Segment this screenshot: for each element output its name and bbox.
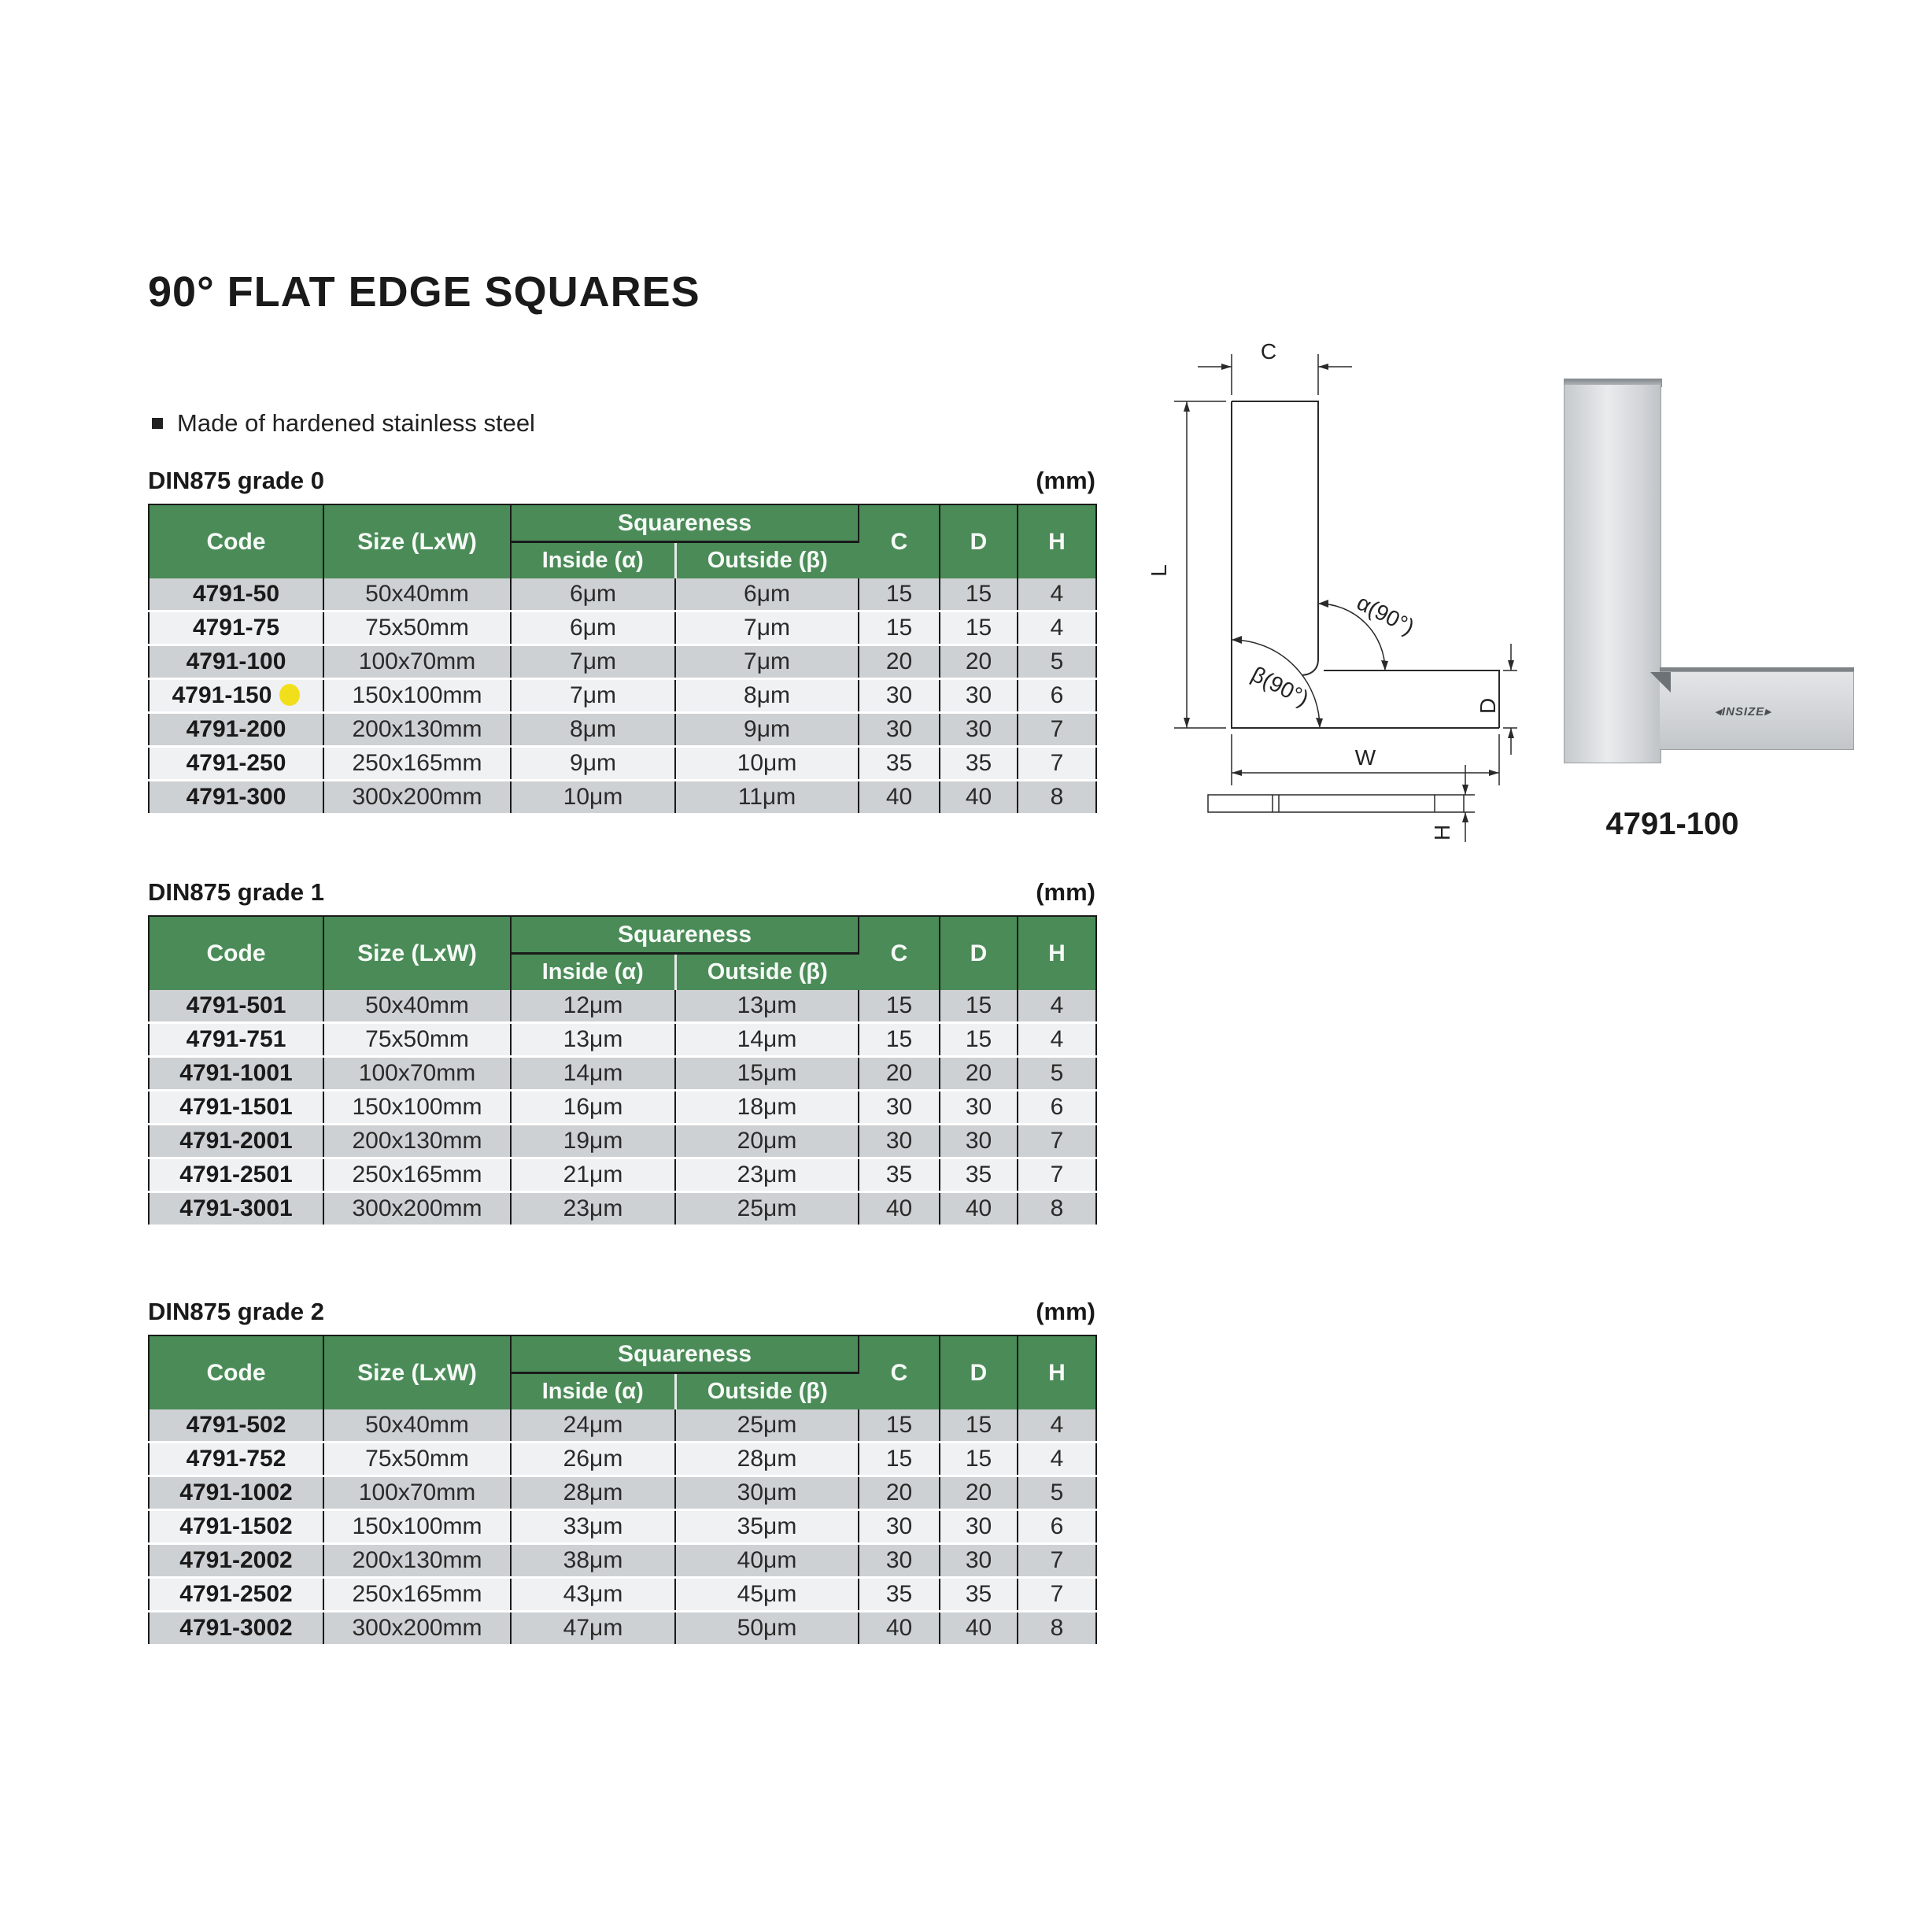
cell-c: 30 [859, 679, 940, 713]
spec-table-grade1 [148, 915, 1097, 1227]
grade-label: DIN875 grade 0 [148, 467, 324, 494]
header-h: H [1018, 1335, 1096, 1409]
cell-inside: 33μm [511, 1510, 675, 1544]
grade-label: DIN875 grade 2 [148, 1298, 324, 1325]
cell-d: 30 [940, 679, 1018, 713]
table-row [149, 679, 1096, 713]
product-code: 4791-300 [186, 784, 286, 810]
cell-d: 35 [940, 1578, 1018, 1612]
header-outside: Outside (β) [675, 1373, 859, 1410]
dim-label-l: L [1147, 564, 1171, 577]
cell-outside: 7μm [675, 611, 859, 645]
cell-size: 250x165mm [323, 1578, 511, 1612]
cell-d: 30 [940, 1091, 1018, 1125]
dim-label-w: W [1354, 745, 1376, 770]
cell-c: 20 [859, 645, 940, 679]
inner-corner-notch [1650, 672, 1671, 693]
cell-code [149, 1612, 323, 1646]
cell-outside: 8μm [675, 679, 859, 713]
header-size: Size (LxW) [323, 504, 511, 578]
dimension-arrows [1184, 364, 1514, 822]
header-outside: Outside (β) [675, 954, 859, 991]
product-code: 4791-100 [186, 648, 286, 674]
cell-size: 100x70mm [323, 645, 511, 679]
cell-inside: 24μm [511, 1409, 675, 1443]
product-code-label: 4791-100 [1605, 807, 1739, 841]
dim-label-h: H [1430, 824, 1454, 840]
cell-c: 35 [859, 747, 940, 781]
cell-code [149, 1091, 323, 1125]
cell-outside: 25μm [675, 1192, 859, 1226]
cell-outside: 10μm [675, 747, 859, 781]
cell-d: 30 [940, 713, 1018, 747]
cell-c: 15 [859, 611, 940, 645]
table-row [149, 1192, 1096, 1226]
spec-table-grade2 [148, 1335, 1097, 1646]
product-code: 4791-1501 [179, 1094, 293, 1120]
cell-h: 6 [1018, 1091, 1096, 1125]
cell-code [149, 1125, 323, 1158]
insize-logo: ◂INSIZE▸ [1715, 705, 1771, 718]
cell-c: 30 [859, 1510, 940, 1544]
cell-d: 15 [940, 1443, 1018, 1476]
page-title: 90° FLAT EDGE SQUARES [148, 268, 700, 316]
bullet-icon [152, 418, 163, 429]
table-row [149, 1057, 1096, 1091]
cell-c: 20 [859, 1057, 940, 1091]
product-code: 4791-1502 [179, 1513, 293, 1539]
cell-code [149, 645, 323, 679]
cell-code [149, 1023, 323, 1057]
cell-code [149, 1510, 323, 1544]
cell-d: 20 [940, 1476, 1018, 1510]
header-h: H [1018, 916, 1096, 990]
table-row [149, 1091, 1096, 1125]
cell-h: 5 [1018, 1476, 1096, 1510]
cell-code [149, 1476, 323, 1510]
cell-code [149, 578, 323, 611]
product-code: 4791-3001 [179, 1195, 293, 1221]
cell-d: 40 [940, 781, 1018, 815]
cell-code [149, 781, 323, 815]
spec-table-grade0 [148, 504, 1097, 815]
header-inside: Inside (α) [511, 542, 675, 579]
cell-size: 300x200mm [323, 1192, 511, 1226]
cell-size: 75x50mm [323, 611, 511, 645]
cell-code [149, 679, 323, 713]
cell-d: 30 [940, 1510, 1018, 1544]
cell-h: 8 [1018, 1612, 1096, 1646]
header-d: D [940, 916, 1018, 990]
cell-inside: 23μm [511, 1192, 675, 1226]
cell-code [149, 1057, 323, 1091]
cell-h: 6 [1018, 679, 1096, 713]
cell-c: 35 [859, 1578, 940, 1612]
product-code: 4791-200 [186, 716, 286, 742]
cell-h: 7 [1018, 1544, 1096, 1578]
cell-outside: 7μm [675, 645, 859, 679]
product-photo [1535, 346, 1897, 866]
cell-h: 4 [1018, 1023, 1096, 1057]
grade-heading-1 [148, 878, 1095, 907]
cell-size: 250x165mm [323, 1158, 511, 1192]
cell-size: 300x200mm [323, 1612, 511, 1646]
cell-h: 8 [1018, 1192, 1096, 1226]
cell-outside: 40μm [675, 1544, 859, 1578]
cell-outside: 15μm [675, 1057, 859, 1091]
cell-d: 35 [940, 1158, 1018, 1192]
table-row [149, 747, 1096, 781]
unit-label: (mm) [1036, 1298, 1095, 1325]
dim-label-alpha: α(90°) [1353, 589, 1419, 640]
table-row [149, 1510, 1096, 1544]
header-c: C [859, 504, 940, 578]
cell-c: 15 [859, 990, 940, 1023]
cell-size: 250x165mm [323, 747, 511, 781]
cell-c: 15 [859, 578, 940, 611]
square-blade [1564, 385, 1661, 763]
cell-code [149, 1578, 323, 1612]
cell-outside: 30μm [675, 1476, 859, 1510]
header-code: Code [149, 1335, 323, 1409]
cell-size: 150x100mm [323, 679, 511, 713]
table-row [149, 781, 1096, 815]
cell-outside: 20μm [675, 1125, 859, 1158]
cell-h: 4 [1018, 578, 1096, 611]
cell-inside: 8μm [511, 713, 675, 747]
table-row [149, 1443, 1096, 1476]
product-code: 4791-250 [186, 750, 286, 776]
table-row [149, 1158, 1096, 1192]
feature-bullet [152, 409, 535, 438]
cell-h: 6 [1018, 1510, 1096, 1544]
header-code: Code [149, 504, 323, 578]
cell-d: 20 [940, 1057, 1018, 1091]
table-row [149, 1023, 1096, 1057]
cell-c: 20 [859, 1476, 940, 1510]
cell-c: 40 [859, 781, 940, 815]
cell-h: 7 [1018, 1578, 1096, 1612]
header-code: Code [149, 916, 323, 990]
cell-d: 35 [940, 747, 1018, 781]
header-h: H [1018, 504, 1096, 578]
header-c: C [859, 1335, 940, 1409]
cell-code [149, 1544, 323, 1578]
cell-outside: 35μm [675, 1510, 859, 1544]
product-code: 4791-752 [186, 1446, 286, 1472]
header-d: D [940, 504, 1018, 578]
cell-h: 4 [1018, 1443, 1096, 1476]
cell-h: 8 [1018, 781, 1096, 815]
cell-outside: 6μm [675, 578, 859, 611]
product-code: 4791-75 [192, 615, 280, 641]
cell-size: 200x130mm [323, 1125, 511, 1158]
cell-d: 15 [940, 611, 1018, 645]
cell-size: 150x100mm [323, 1510, 511, 1544]
product-code: 4791-502 [186, 1412, 286, 1438]
cell-c: 30 [859, 1544, 940, 1578]
grade-heading-2 [148, 1298, 1095, 1326]
cell-inside: 7μm [511, 679, 675, 713]
cell-d: 30 [940, 1125, 1018, 1158]
product-code: 4791-2502 [179, 1581, 293, 1607]
cell-h: 7 [1018, 1125, 1096, 1158]
product-code: 4791-2001 [179, 1128, 293, 1154]
cell-code [149, 990, 323, 1023]
cell-c: 30 [859, 1091, 940, 1125]
cell-outside: 25μm [675, 1409, 859, 1443]
table-row [149, 611, 1096, 645]
cell-outside: 14μm [675, 1023, 859, 1057]
header-size: Size (LxW) [323, 1335, 511, 1409]
dim-label-d: D [1476, 697, 1500, 714]
dim-label-c: C [1260, 339, 1277, 364]
cell-code [149, 1158, 323, 1192]
cell-inside: 6μm [511, 578, 675, 611]
cell-size: 150x100mm [323, 1091, 511, 1125]
cell-size: 75x50mm [323, 1023, 511, 1057]
cell-code [149, 1443, 323, 1476]
product-code: 4791-2501 [179, 1162, 293, 1188]
table-row [149, 645, 1096, 679]
cell-size: 75x50mm [323, 1443, 511, 1476]
cell-d: 15 [940, 1409, 1018, 1443]
product-code: 4791-1001 [179, 1060, 293, 1086]
cell-inside: 16μm [511, 1091, 675, 1125]
cell-code [149, 611, 323, 645]
cell-c: 40 [859, 1612, 940, 1646]
cell-c: 30 [859, 1125, 940, 1158]
header-squareness: Squareness [511, 504, 859, 542]
cell-c: 15 [859, 1409, 940, 1443]
cell-code [149, 1409, 323, 1443]
cell-outside: 18μm [675, 1091, 859, 1125]
cell-inside: 28μm [511, 1476, 675, 1510]
cell-d: 20 [940, 645, 1018, 679]
cell-d: 30 [940, 1544, 1018, 1578]
table-row [149, 1409, 1096, 1443]
table-row [149, 1612, 1096, 1646]
cell-outside: 13μm [675, 990, 859, 1023]
cell-h: 7 [1018, 713, 1096, 747]
cell-h: 5 [1018, 645, 1096, 679]
cell-outside: 50μm [675, 1612, 859, 1646]
cell-h: 7 [1018, 747, 1096, 781]
cell-d: 40 [940, 1612, 1018, 1646]
dimension-lines [1174, 354, 1517, 842]
cell-outside: 23μm [675, 1158, 859, 1192]
grade-label: DIN875 grade 1 [148, 878, 324, 906]
cell-size: 50x40mm [323, 1409, 511, 1443]
product-code: 4791-50 [192, 581, 280, 607]
cell-outside: 28μm [675, 1443, 859, 1476]
cell-inside: 26μm [511, 1443, 675, 1476]
cell-c: 40 [859, 1192, 940, 1226]
table-row [149, 1578, 1096, 1612]
table-row [149, 990, 1096, 1023]
cell-h: 5 [1018, 1057, 1096, 1091]
cell-size: 200x130mm [323, 1544, 511, 1578]
table-row [149, 1544, 1096, 1578]
cell-c: 35 [859, 1158, 940, 1192]
cell-d: 15 [940, 1023, 1018, 1057]
product-code: 4791-751 [186, 1026, 286, 1052]
header-d: D [940, 1335, 1018, 1409]
product-code: 4791-3002 [179, 1615, 293, 1641]
feature-text: Made of hardened stainless steel [177, 409, 535, 437]
cell-inside: 7μm [511, 645, 675, 679]
cell-size: 100x70mm [323, 1057, 511, 1091]
header-squareness: Squareness [511, 916, 859, 954]
table-row [149, 1125, 1096, 1158]
table-row [149, 713, 1096, 747]
cell-code [149, 1192, 323, 1226]
cell-h: 4 [1018, 1409, 1096, 1443]
cell-outside: 9μm [675, 713, 859, 747]
cell-inside: 43μm [511, 1578, 675, 1612]
cell-inside: 38μm [511, 1544, 675, 1578]
unit-label: (mm) [1036, 878, 1095, 906]
cell-d: 15 [940, 990, 1018, 1023]
cell-outside: 45μm [675, 1578, 859, 1612]
dimension-diagram [1125, 331, 1519, 866]
product-code: 4791-150 [172, 682, 272, 708]
product-code: 4791-2002 [179, 1547, 293, 1573]
cell-inside: 14μm [511, 1057, 675, 1091]
cell-size: 100x70mm [323, 1476, 511, 1510]
product-code: 4791-501 [186, 992, 286, 1018]
product-code: 4791-1002 [179, 1479, 293, 1505]
cell-c: 30 [859, 713, 940, 747]
cell-c: 15 [859, 1023, 940, 1057]
cell-h: 7 [1018, 1158, 1096, 1192]
header-size: Size (LxW) [323, 916, 511, 990]
cell-inside: 19μm [511, 1125, 675, 1158]
cell-code [149, 747, 323, 781]
header-inside: Inside (α) [511, 1373, 675, 1410]
cell-size: 50x40mm [323, 578, 511, 611]
cell-d: 40 [940, 1192, 1018, 1226]
cell-inside: 21μm [511, 1158, 675, 1192]
cell-inside: 10μm [511, 781, 675, 815]
cell-inside: 13μm [511, 1023, 675, 1057]
cell-inside: 47μm [511, 1612, 675, 1646]
cell-h: 4 [1018, 990, 1096, 1023]
cell-size: 200x130mm [323, 713, 511, 747]
dim-label-beta: β(90°) [1247, 661, 1313, 711]
header-outside: Outside (β) [675, 542, 859, 579]
cell-code [149, 713, 323, 747]
highlight-dot-icon [279, 684, 300, 706]
grade-heading-0 [148, 467, 1095, 495]
cell-outside: 11μm [675, 781, 859, 815]
cell-h: 4 [1018, 611, 1096, 645]
cell-size: 50x40mm [323, 990, 511, 1023]
header-c: C [859, 916, 940, 990]
header-squareness: Squareness [511, 1335, 859, 1373]
cell-d: 15 [940, 578, 1018, 611]
cell-inside: 12μm [511, 990, 675, 1023]
table-row [149, 578, 1096, 611]
cell-inside: 9μm [511, 747, 675, 781]
unit-label: (mm) [1036, 467, 1095, 494]
cell-c: 15 [859, 1443, 940, 1476]
cell-size: 300x200mm [323, 781, 511, 815]
header-inside: Inside (α) [511, 954, 675, 991]
table-row [149, 1476, 1096, 1510]
cell-inside: 6μm [511, 611, 675, 645]
